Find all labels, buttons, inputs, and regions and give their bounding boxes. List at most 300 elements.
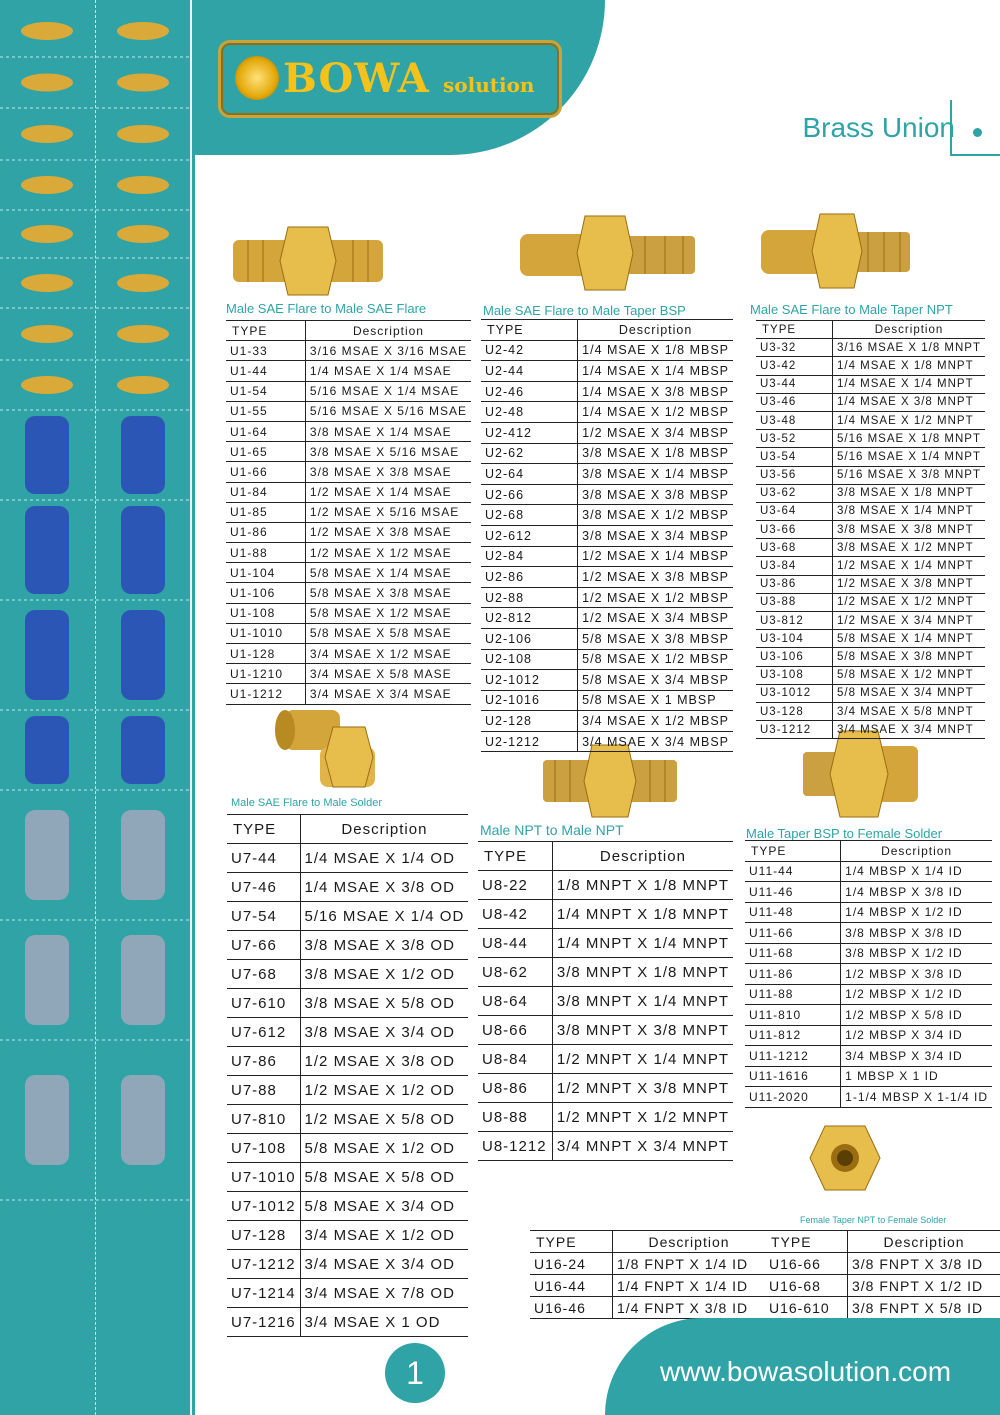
type-cell: U1-66: [226, 462, 305, 482]
description-cell: 3/8 FNPT X 3/8 ID: [848, 1253, 1000, 1275]
type-cell: U7-108: [227, 1134, 300, 1163]
description-cell: 1/2 MSAE X 1/4 MBSP: [578, 546, 733, 567]
description-cell: 1/2 MSAE X 5/16 MSAE: [305, 502, 471, 522]
sidebar-product-thumbnail: [117, 325, 169, 343]
description-cell: 1/2 MBSP X 1/2 ID: [841, 984, 992, 1005]
table-row: [227, 1018, 468, 1047]
table-row: [745, 984, 992, 1005]
table-row: [481, 361, 733, 382]
column-header-type: TYPE: [745, 841, 841, 862]
description-cell: 1/2 MSAE X 1/2 MBSP: [578, 587, 733, 608]
table-row: [745, 1087, 992, 1108]
table-row: [226, 482, 471, 502]
description-cell: 5/8 MSAE X 3/4 MBSP: [578, 670, 733, 691]
type-cell: U2-46: [481, 381, 578, 402]
description-cell: 3/8 MSAE X 1/8 MBSP: [578, 443, 733, 464]
page-number: 1: [385, 1343, 445, 1403]
description-cell: 5/16 MSAE X 5/16 MSAE: [305, 401, 471, 421]
table-row: [226, 603, 471, 623]
description-cell: 1/4 MBSP X 1/2 ID: [841, 902, 992, 923]
type-cell: U7-54: [227, 902, 300, 931]
table-row: [756, 539, 985, 557]
product-sidebar: [0, 0, 195, 1415]
table-row: [756, 648, 985, 666]
section-title-u7: Male SAE Flare to Male Solder: [231, 797, 383, 809]
description-cell: 3/8 MNPT X 1/4 MNPT: [552, 987, 733, 1016]
type-cell: U3-56: [756, 466, 833, 484]
type-cell: U3-54: [756, 448, 833, 466]
description-cell: 1/2 MNPT X 3/8 MNPT: [552, 1074, 733, 1103]
table-row: [756, 721, 985, 739]
type-cell: U1-106: [226, 583, 305, 603]
type-cell: U8-86: [478, 1074, 552, 1103]
sidebar-product-thumbnail: [121, 610, 165, 700]
description-cell: 1/2 MSAE X 1/2 MSAE: [305, 543, 471, 563]
table-row: [756, 484, 985, 502]
table-row: [745, 882, 992, 903]
type-cell: U2-612: [481, 525, 578, 546]
sidebar-product-thumbnail: [121, 506, 165, 594]
description-cell: 3/4 MSAE X 3/4 OD: [300, 1250, 468, 1279]
table-row: [745, 1005, 992, 1026]
type-cell: U7-46: [227, 873, 300, 902]
column-header-description: Description: [833, 321, 986, 339]
description-cell: 1/2 MSAE X 1/4 MNPT: [833, 557, 986, 575]
table-row: [226, 644, 471, 664]
sidebar-product-thumbnail: [21, 274, 73, 292]
sidebar-product-thumbnail: [25, 810, 69, 900]
type-cell: U16-24: [530, 1253, 613, 1275]
description-cell: 1/2 MSAE X 1/2 OD: [300, 1076, 468, 1105]
column-header-type: TYPE: [227, 815, 300, 844]
sidebar-edge: [190, 0, 192, 1415]
type-cell: U1-33: [226, 341, 305, 361]
type-cell: U16-610: [765, 1297, 848, 1319]
sidebar-product-thumbnail: [25, 935, 69, 1025]
table-row: [481, 628, 733, 649]
description-cell: 3/8 MBSP X 3/8 ID: [841, 923, 992, 944]
sidebar-product-thumbnail: [117, 176, 169, 194]
column-header-description: Description: [305, 321, 471, 341]
table-row: [756, 502, 985, 520]
type-cell: U7-86: [227, 1047, 300, 1076]
description-cell: 1/2 MSAE X 3/8 MSAE: [305, 522, 471, 542]
sidebar-product-thumbnail: [21, 225, 73, 243]
description-cell: 1/2 MBSP X 5/8 ID: [841, 1005, 992, 1026]
type-cell: U7-128: [227, 1221, 300, 1250]
section-title-u11: Male Taper BSP to Female Solder: [746, 826, 943, 841]
table-u2: [481, 319, 733, 752]
table-row: [226, 522, 471, 542]
type-cell: U3-106: [756, 648, 833, 666]
title-dot: [973, 128, 982, 137]
type-cell: U2-48: [481, 402, 578, 423]
type-cell: U11-68: [745, 943, 841, 964]
type-cell: U11-48: [745, 902, 841, 923]
table-row: [227, 873, 468, 902]
type-cell: U7-810: [227, 1105, 300, 1134]
description-cell: 3/4 MSAE X 3/4 MBSP: [578, 731, 733, 752]
table-row: [227, 1163, 468, 1192]
description-cell: 1/4 MSAE X 1/4 OD: [300, 844, 468, 873]
description-cell: 5/8 MSAE X 3/4 MNPT: [833, 684, 986, 702]
table-row: [478, 900, 733, 929]
sidebar-product-thumbnail: [21, 376, 73, 394]
type-cell: U2-812: [481, 608, 578, 629]
table-row: [745, 1066, 992, 1087]
type-cell: U2-62: [481, 443, 578, 464]
table-row: [756, 557, 985, 575]
description-cell: 3/8 MNPT X 1/8 MNPT: [552, 958, 733, 987]
table-u11: [745, 840, 992, 1108]
fitting-image-u3: [758, 210, 913, 292]
table-row: [481, 608, 733, 629]
table-row: [756, 593, 985, 611]
table-row: [481, 484, 733, 505]
type-cell: U3-108: [756, 666, 833, 684]
type-cell: U8-44: [478, 929, 552, 958]
type-cell: U2-1012: [481, 670, 578, 691]
sidebar-product-thumbnail: [21, 74, 73, 92]
fitting-image-u1: [228, 222, 390, 300]
table-row: [227, 1279, 468, 1308]
type-cell: U3-62: [756, 484, 833, 502]
table-row: [478, 1016, 733, 1045]
type-cell: U7-612: [227, 1018, 300, 1047]
type-cell: U8-64: [478, 987, 552, 1016]
section-title-u1: Male SAE Flare to Male SAE Flare: [226, 301, 427, 316]
type-cell: U2-64: [481, 464, 578, 485]
table-row: [227, 844, 468, 873]
table-row: [745, 902, 992, 923]
description-cell: 3/4 MSAE X 1/2 MBSP: [578, 711, 733, 732]
table-row: [481, 731, 733, 752]
description-cell: 3/8 MBSP X 1/2 ID: [841, 943, 992, 964]
type-cell: U8-42: [478, 900, 552, 929]
type-cell: U11-46: [745, 882, 841, 903]
table-row: [530, 1253, 1000, 1275]
description-cell: 3/4 MSAE X 7/8 OD: [300, 1279, 468, 1308]
sidebar-product-thumbnail: [117, 74, 169, 92]
type-cell: U11-1616: [745, 1066, 841, 1087]
description-cell: 1/2 MNPT X 1/4 MNPT: [552, 1045, 733, 1074]
table-row: [756, 466, 985, 484]
table-row: [756, 612, 985, 630]
table-row: [481, 443, 733, 464]
table-row: [745, 964, 992, 985]
table-u16: [530, 1230, 1000, 1319]
description-cell: 3/8 MSAE X 3/8 MBSP: [578, 484, 733, 505]
description-cell: 1/2 MSAE X 5/8 OD: [300, 1105, 468, 1134]
type-cell: U8-88: [478, 1103, 552, 1132]
table-row: [227, 1250, 468, 1279]
sidebar-product-thumbnail: [117, 274, 169, 292]
description-cell: 1/4 MBSP X 1/4 ID: [841, 861, 992, 882]
table-row: [481, 670, 733, 691]
type-cell: U3-128: [756, 702, 833, 720]
description-cell: 3/8 MSAE X 1/2 MBSP: [578, 505, 733, 526]
type-cell: U11-812: [745, 1025, 841, 1046]
description-cell: 1/2 MSAE X 3/8 OD: [300, 1047, 468, 1076]
table-row: [756, 411, 985, 429]
description-cell: 3/8 MSAE X 1/4 MSAE: [305, 421, 471, 441]
type-cell: U2-108: [481, 649, 578, 670]
type-cell: U3-46: [756, 393, 833, 411]
page-title: Brass Union: [802, 112, 955, 143]
type-cell: U3-68: [756, 539, 833, 557]
table-row: [226, 381, 471, 401]
type-cell: U1-44: [226, 361, 305, 381]
fitting-image-u8: [540, 742, 680, 820]
fitting-image-u11: [800, 728, 922, 820]
table-row: [478, 929, 733, 958]
table-row: [478, 958, 733, 987]
description-cell: 5/16 MSAE X 1/8 MNPT: [833, 430, 986, 448]
sidebar-product-thumbnail: [25, 1075, 69, 1165]
description-cell: 3/8 MSAE X 1/4 MBSP: [578, 464, 733, 485]
table-row: [745, 943, 992, 964]
description-cell: 5/8 MSAE X 3/8 MBSP: [578, 628, 733, 649]
description-cell: 1/4 FNPT X 1/4 ID: [613, 1275, 766, 1297]
table-row: [481, 381, 733, 402]
description-cell: 5/8 MSAE X 5/8 OD: [300, 1163, 468, 1192]
table-row: [481, 587, 733, 608]
description-cell: 5/8 MSAE X 5/8 MSAE: [305, 623, 471, 643]
type-cell: U1-86: [226, 522, 305, 542]
type-cell: U1-88: [226, 543, 305, 563]
type-cell: U7-66: [227, 931, 300, 960]
description-cell: 1/4 MSAE X 1/4 MBSP: [578, 361, 733, 382]
description-cell: 1/4 MBSP X 3/8 ID: [841, 882, 992, 903]
sidebar-product-thumbnail: [21, 176, 73, 194]
description-cell: 3/8 FNPT X 1/2 ID: [848, 1275, 1000, 1297]
description-cell: 1/2 MSAE X 3/4 MBSP: [578, 608, 733, 629]
type-cell: U2-42: [481, 340, 578, 361]
description-cell: 3/8 MSAE X 3/8 MSAE: [305, 462, 471, 482]
column-header-type: TYPE: [226, 321, 305, 341]
description-cell: 1/4 MSAE X 3/8 OD: [300, 873, 468, 902]
table-row: [227, 1047, 468, 1076]
table-row: [756, 375, 985, 393]
sidebar-product-thumbnail: [117, 376, 169, 394]
table-row: [227, 1192, 468, 1221]
description-cell: 3/4 MBSP X 3/4 ID: [841, 1046, 992, 1067]
table-row: [756, 666, 985, 684]
table-row: [226, 361, 471, 381]
sidebar-product-thumbnail: [21, 125, 73, 143]
type-cell: U16-44: [530, 1275, 613, 1297]
table-header-row: [227, 815, 468, 844]
description-cell: 1/4 FNPT X 3/8 ID: [613, 1297, 766, 1319]
sidebar-product-thumbnail: [121, 1075, 165, 1165]
type-cell: U3-1212: [756, 721, 833, 739]
table-row: [481, 690, 733, 711]
table-row: [226, 502, 471, 522]
description-cell: 1/4 MSAE X 1/8 MBSP: [578, 340, 733, 361]
type-cell: U7-1010: [227, 1163, 300, 1192]
description-cell: 1/4 MSAE X 1/4 MSAE: [305, 361, 471, 381]
description-cell: 3/4 MNPT X 3/4 MNPT: [552, 1132, 733, 1161]
type-cell: U11-1212: [745, 1046, 841, 1067]
table-row: [226, 623, 471, 643]
table-row: [530, 1297, 1000, 1319]
type-cell: U1-54: [226, 381, 305, 401]
table-u3: [756, 320, 985, 739]
description-cell: 1/2 MSAE X 3/4 MNPT: [833, 612, 986, 630]
sidebar-product-thumbnail: [121, 935, 165, 1025]
description-cell: 3/16 MSAE X 1/8 MNPT: [833, 339, 986, 357]
type-cell: U3-66: [756, 521, 833, 539]
type-cell: U2-412: [481, 422, 578, 443]
description-cell: 3/8 MNPT X 3/8 MNPT: [552, 1016, 733, 1045]
type-cell: U1-64: [226, 421, 305, 441]
table-row: [745, 861, 992, 882]
table-row: [530, 1275, 1000, 1297]
type-cell: U1-85: [226, 502, 305, 522]
type-cell: U7-1214: [227, 1279, 300, 1308]
table-row: [481, 649, 733, 670]
description-cell: 1/2 MBSP X 3/8 ID: [841, 964, 992, 985]
type-cell: U2-44: [481, 361, 578, 382]
table-row: [226, 583, 471, 603]
table-row: [226, 401, 471, 421]
type-cell: U3-104: [756, 630, 833, 648]
type-cell: U8-84: [478, 1045, 552, 1074]
description-cell: 1-1/4 MBSP X 1-1/4 ID: [841, 1087, 992, 1108]
description-cell: 1/2 MNPT X 1/2 MNPT: [552, 1103, 733, 1132]
description-cell: 5/8 MSAE X 1/2 OD: [300, 1134, 468, 1163]
type-cell: U16-66: [765, 1253, 848, 1275]
description-cell: 3/8 FNPT X 5/8 ID: [848, 1297, 1000, 1319]
type-cell: U11-2020: [745, 1087, 841, 1108]
type-cell: U3-64: [756, 502, 833, 520]
description-cell: 1/4 MNPT X 1/4 MNPT: [552, 929, 733, 958]
type-cell: U16-46: [530, 1297, 613, 1319]
description-cell: 5/8 MSAE X 3/8 MNPT: [833, 648, 986, 666]
column-header-description: Description: [578, 320, 733, 341]
table-u8: [478, 841, 733, 1161]
sidebar-product-thumbnail: [21, 325, 73, 343]
description-cell: 1/4 MSAE X 3/8 MBSP: [578, 381, 733, 402]
type-cell: U1-128: [226, 644, 305, 664]
table-row: [756, 684, 985, 702]
description-cell: 3/4 MSAE X 3/4 MSAE: [305, 684, 471, 704]
description-cell: 1/2 MSAE X 3/8 MBSP: [578, 567, 733, 588]
logo-text: BOWA: [283, 55, 430, 102]
type-cell: U16-68: [765, 1275, 848, 1297]
column-header-description: Description: [841, 841, 992, 862]
fitting-image-u2: [515, 212, 700, 294]
description-cell: 3/4 MSAE X 1/2 OD: [300, 1221, 468, 1250]
table-row: [226, 563, 471, 583]
type-cell: U3-86: [756, 575, 833, 593]
table-row: [481, 711, 733, 732]
description-cell: 3/8 MSAE X 3/4 MBSP: [578, 525, 733, 546]
table-row: [478, 871, 733, 900]
table-header-row: [756, 321, 985, 339]
type-cell: U3-44: [756, 375, 833, 393]
description-cell: 3/4 MSAE X 5/8 MASE: [305, 664, 471, 684]
description-cell: 5/16 MSAE X 3/8 MNPT: [833, 466, 986, 484]
description-cell: 3/8 MSAE X 5/16 MSAE: [305, 442, 471, 462]
type-cell: U1-1212: [226, 684, 305, 704]
table-row: [481, 402, 733, 423]
type-cell: U1-55: [226, 401, 305, 421]
table-row: [227, 902, 468, 931]
table-row: [756, 630, 985, 648]
description-cell: 3/8 MSAE X 3/8 MNPT: [833, 521, 986, 539]
table-row: [227, 1105, 468, 1134]
sidebar-product-thumbnail: [117, 22, 169, 40]
description-cell: 3/4 MSAE X 3/4 MNPT: [833, 721, 986, 739]
table-row: [478, 1045, 733, 1074]
table-row: [756, 357, 985, 375]
table-row: [745, 1025, 992, 1046]
website-url[interactable]: www.bowasolution.com: [660, 1356, 952, 1387]
type-cell: U8-62: [478, 958, 552, 987]
type-cell: U1-104: [226, 563, 305, 583]
description-cell: 1/2 MSAE X 1/4 MSAE: [305, 482, 471, 502]
description-cell: 5/8 MSAE X 1/4 MSAE: [305, 563, 471, 583]
section-title-u3: Male SAE Flare to Male Taper NPT: [750, 302, 953, 317]
table-row: [745, 923, 992, 944]
table-row: [756, 393, 985, 411]
column-header-type: TYPE: [765, 1231, 848, 1253]
description-cell: 1/4 MSAE X 1/2 MBSP: [578, 402, 733, 423]
column-header-type: TYPE: [756, 321, 833, 339]
description-cell: 1/8 FNPT X 1/4 ID: [613, 1253, 766, 1275]
description-cell: 3/4 MSAE X 5/8 MNPT: [833, 702, 986, 720]
table-row: [756, 448, 985, 466]
type-cell: U3-812: [756, 612, 833, 630]
type-cell: U7-44: [227, 844, 300, 873]
type-cell: U11-44: [745, 861, 841, 882]
type-cell: U7-68: [227, 960, 300, 989]
bowa-logo: [218, 40, 562, 118]
table-row: [226, 684, 471, 704]
sidebar-product-thumbnail: [117, 225, 169, 243]
type-cell: U11-66: [745, 923, 841, 944]
type-cell: U3-1012: [756, 684, 833, 702]
type-cell: U2-106: [481, 628, 578, 649]
table-row: [226, 543, 471, 563]
table-row: [478, 1132, 733, 1161]
table-row: [756, 430, 985, 448]
type-cell: U2-86: [481, 567, 578, 588]
table-row: [478, 1074, 733, 1103]
column-header-description: Description: [552, 842, 733, 871]
table-row: [227, 1308, 468, 1337]
description-cell: 3/8 MSAE X 1/4 MNPT: [833, 502, 986, 520]
table-row: [226, 664, 471, 684]
description-cell: 3/4 MSAE X 1/2 MSAE: [305, 644, 471, 664]
type-cell: U2-1016: [481, 690, 578, 711]
table-row: [478, 987, 733, 1016]
description-cell: 1/4 MNPT X 1/8 MNPT: [552, 900, 733, 929]
description-cell: 1/2 MSAE X 1/2 MNPT: [833, 593, 986, 611]
sidebar-product-thumbnail: [117, 125, 169, 143]
sidebar-product-thumbnail: [25, 716, 69, 784]
table-row: [226, 341, 471, 361]
table-row: [481, 546, 733, 567]
description-cell: 5/8 MSAE X 1 MBSP: [578, 690, 733, 711]
type-cell: U2-68: [481, 505, 578, 526]
column-header-type: TYPE: [481, 320, 578, 341]
table-row: [227, 1134, 468, 1163]
table-header-row: [530, 1231, 1000, 1253]
type-cell: U8-22: [478, 871, 552, 900]
sidebar-product-thumbnail: [25, 506, 69, 594]
